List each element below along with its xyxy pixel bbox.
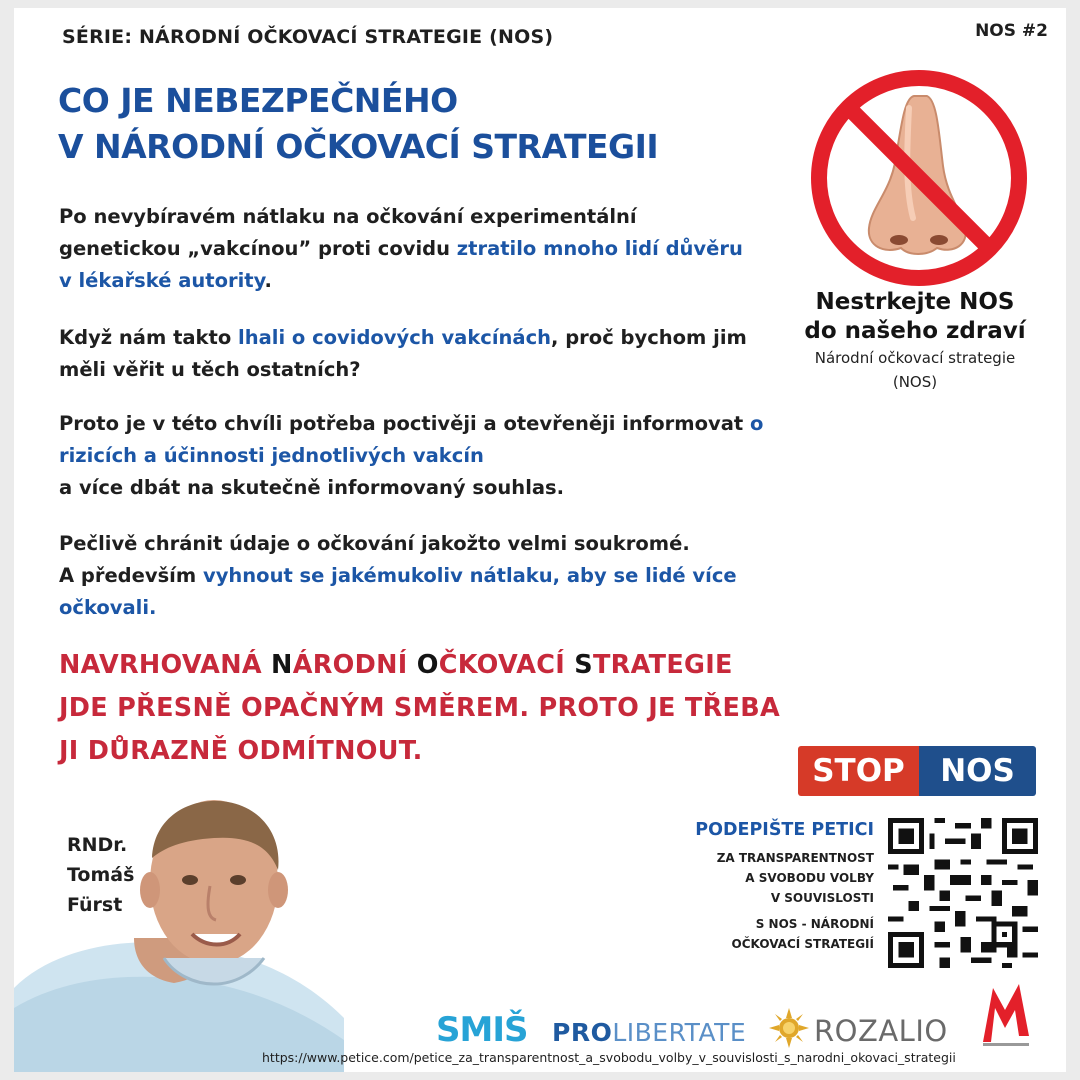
cta-word: ČKOVACÍ	[438, 650, 575, 680]
m-logo-icon	[979, 980, 1033, 1048]
sun-logo-icon	[769, 1008, 809, 1048]
cta-word: ÁRODNÍ	[292, 650, 417, 680]
person-name	[67, 830, 134, 920]
paragraph-4-text: Pečlivě chránit údaje o očkování jakožto velmi soukromé.	[59, 532, 690, 555]
slogan-sub-line-2: (NOS)	[892, 373, 938, 391]
series-number: NOS #2	[975, 21, 1048, 41]
cta-initial-s: S	[574, 650, 593, 680]
cta-line-3: JI DŮRAZNĚ ODMÍTNOUT.	[59, 736, 423, 766]
petition-line: ZA TRANSPARENTNOST	[716, 851, 874, 865]
paragraph-2-text: Když nám takto	[59, 326, 239, 349]
person-first-name: Tomáš	[67, 864, 135, 886]
call-to-action	[59, 644, 780, 773]
cta-line-2: JDE PŘESNĚ OPAČNÝM SMĚREM. PROTO JE TŘEBA	[59, 693, 781, 723]
rozalio-logo: ROZALIO	[814, 1014, 948, 1048]
paragraph-1	[59, 201, 749, 297]
page-title	[58, 78, 658, 170]
smis-logo: SMIŠ	[436, 1010, 528, 1050]
series-label: SÉRIE: NÁRODNÍ OČKOVACÍ STRATEGIE (NOS)	[62, 26, 554, 48]
person-last-name: Fürst	[67, 894, 123, 916]
petition-heading: PODEPIŠTE PETICI	[695, 820, 874, 840]
petition-line: OČKOVACÍ STRATEGIÍ	[731, 937, 874, 951]
slogan-subtitle	[780, 346, 1050, 394]
paragraph-3	[59, 408, 779, 504]
person-title: RNDr.	[67, 834, 128, 856]
prolibertate-logo-pro: PRO	[552, 1018, 613, 1047]
paragraph-3-end: a více dbát na skutečně informovaný souhlas.	[59, 476, 565, 499]
petition-url[interactable]: https://www.petice.com/petice_za_transparentnost_a_svobodu_volby_v_souvislosti_s_narodni_okovaci_strategii	[262, 1050, 956, 1065]
petition-details-2	[614, 914, 874, 954]
stop-label: STOP	[798, 746, 919, 796]
cta-initial-n: N	[271, 650, 293, 680]
title-line-2: V NÁRODNÍ OČKOVACÍ STRATEGII	[58, 127, 659, 166]
paragraph-1-highlight: ztratilo mnoho lidí důvěru v lékařské autority	[59, 237, 743, 292]
title-line-1: CO JE NEBEZPEČNÉHO	[58, 81, 458, 120]
petition-details-1	[614, 848, 874, 908]
slogan-line-1: Nestrkejte NOS	[815, 289, 1015, 315]
paragraph-4-highlight: vyhnout se jakémukoliv nátlaku, aby se lidé více očkovali.	[59, 564, 737, 619]
slogan-sub-line-1: Národní očkovací strategie	[814, 349, 1016, 367]
paragraph-1-text: Po nevybíravém nátlaku na očkování experimentální genetickou „vakcínou” proti covidu	[59, 205, 637, 260]
no-nose-sign-icon	[809, 68, 1029, 288]
paragraph-1-end: .	[264, 269, 272, 292]
qr-code[interactable]	[888, 818, 1038, 968]
paragraph-2-highlight: lhali o covidových vakcínách	[238, 326, 552, 349]
cta-word: TRATEGIE	[592, 650, 733, 680]
cta-initial-o: O	[416, 650, 439, 680]
poster	[14, 8, 1066, 1072]
paragraph-2-end: , proč bychom jim měli věřit u těch ostatních?	[59, 326, 747, 381]
paragraph-3-text: Proto je v této chvíli potřeba poctivěji a otevřeněji informovat	[59, 412, 750, 435]
paragraph-4	[59, 528, 789, 624]
stop-nos-badge	[798, 746, 1036, 796]
cta-line-1	[59, 644, 780, 687]
petition-line: A SVOBODU VOLBY	[745, 871, 874, 885]
slogan-heading	[780, 288, 1050, 346]
paragraph-4-lead: A především	[59, 564, 203, 587]
paragraph-3-highlight: o rizicích a účinnosti jednotlivých vakcín	[59, 412, 764, 467]
paragraph-2	[59, 322, 759, 386]
prolibertate-logo	[552, 1018, 746, 1047]
petition-line: S NOS - NÁRODNÍ	[755, 917, 874, 931]
cta-word: NAVRHOVANÁ	[59, 650, 272, 680]
person-photo	[14, 778, 344, 1072]
nos-label: NOS	[919, 746, 1036, 796]
slogan-line-2: do našeho zdraví	[804, 318, 1026, 344]
petition-line: V SOUVISLOSTI	[770, 891, 874, 905]
prolibertate-logo-libertate: LIBERTATE	[612, 1018, 747, 1047]
